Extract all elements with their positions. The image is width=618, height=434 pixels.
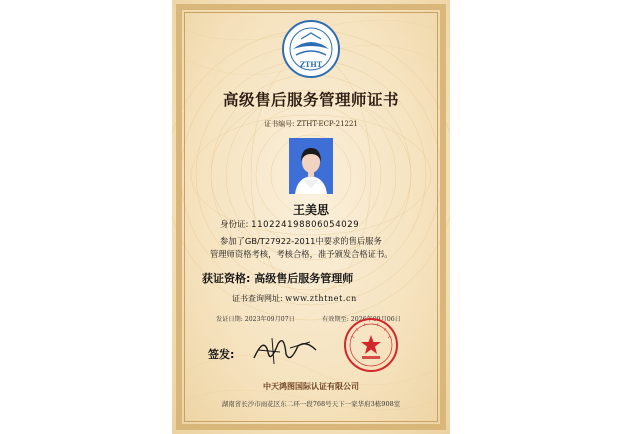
official-seal (342, 316, 400, 374)
certificate (172, 0, 450, 434)
id-label: 身份证: (220, 220, 249, 230)
qualification-value: 高级售后服务管理师 (254, 272, 354, 285)
holder-name: 王美思 (292, 203, 329, 217)
issuing-company: 中天鸿图国际认证有限公司 (263, 382, 359, 391)
signature-label: 签发: (208, 348, 235, 361)
website-row (232, 293, 357, 304)
website-value: www.zthtnet.cn (285, 294, 357, 303)
id-value: 110224198806054029 (251, 220, 360, 230)
body-line-2: 管理师资格考核，考核合格，准予颁发合格证书。 (210, 249, 393, 259)
ztht-logo-icon (281, 19, 341, 79)
valid-until-date: 有效期至: 2026年09月06日 (322, 316, 401, 323)
website-label: 证书查询网址: (232, 294, 283, 303)
qualification-label: 获证资格: (202, 272, 251, 285)
svg-text:ZTHT: ZTHT (299, 60, 323, 69)
company-address: 湖南省长沙市雨花区东二环一段768号天下一家华府3栋908室 (221, 400, 401, 408)
certificate-number: 证书编号: ZTHT-ECP-21221 (264, 120, 358, 128)
certificate-title: 高级售后服务管理师证书 (222, 91, 399, 109)
signature-image (250, 330, 320, 370)
portrait-photo (289, 138, 333, 194)
body-line-1: 参加了GB/T27922-2011中要求的售后服务 (220, 236, 382, 246)
id-row (220, 218, 359, 230)
qualification-row (202, 270, 353, 286)
issue-date: 发证日期: 2023年09月07日 (216, 316, 295, 323)
